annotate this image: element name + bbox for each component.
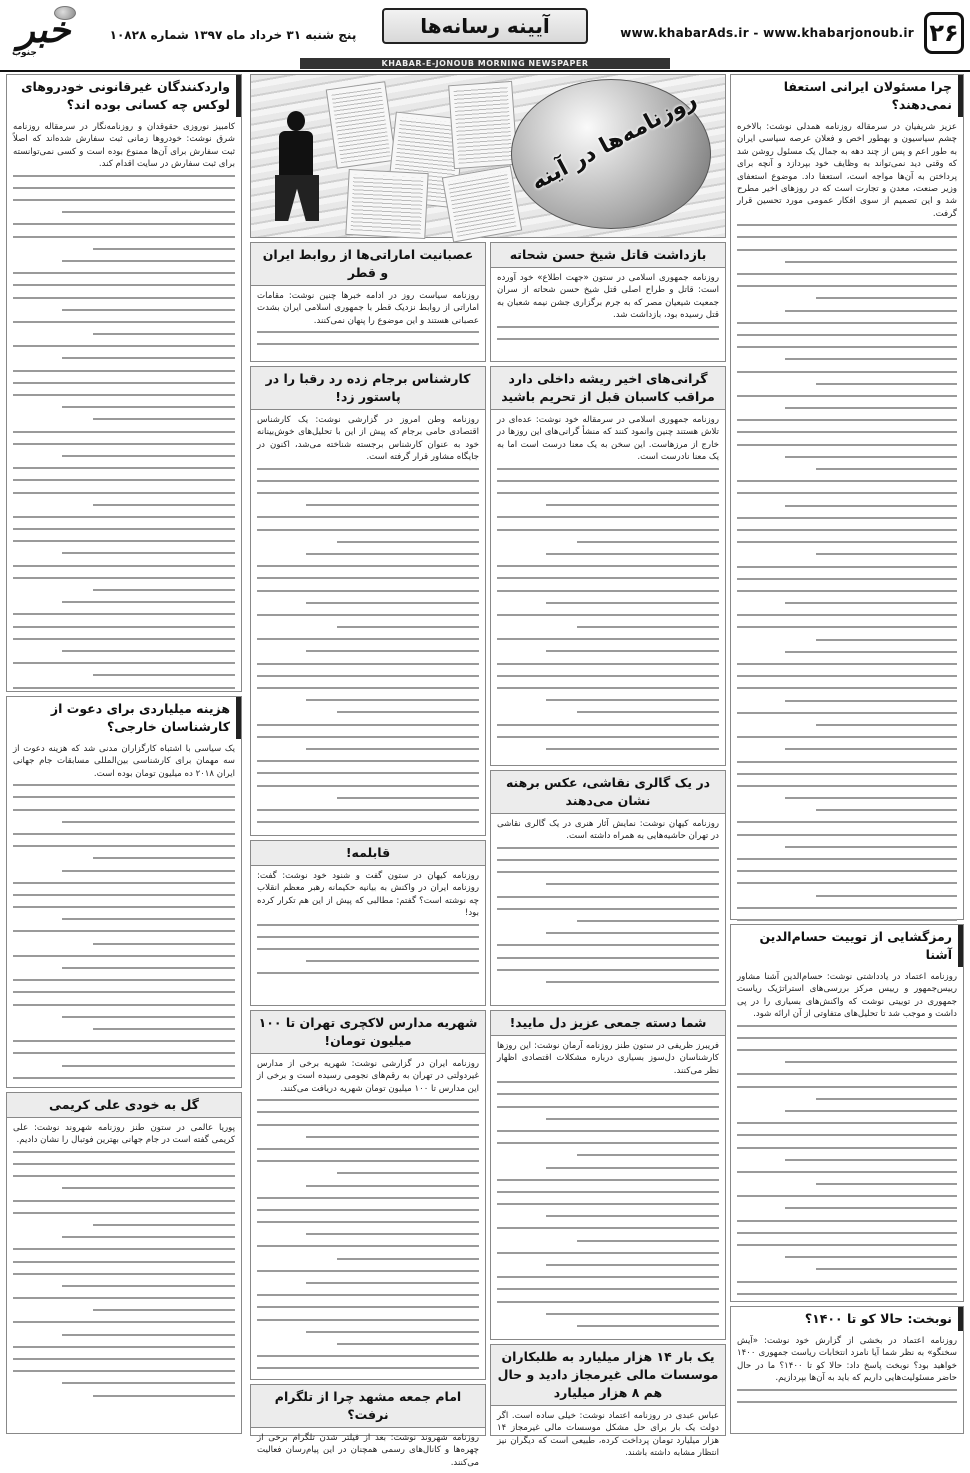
article-body <box>731 1389 963 1417</box>
article-headline: چرا مسئولان ایرانی استعفا نمی‌دهند؟ <box>731 75 963 117</box>
article-luxury-cars <box>6 74 242 692</box>
article-headline: بازداشت قاتل شیخ حسن شحاته <box>491 243 725 268</box>
article-headline: واردکنندگان غیرقانونی خودروهای لوکس چه کسانی بوده اند؟ <box>7 75 241 117</box>
article-body <box>491 847 725 997</box>
article-headline: هزینه میلیاردی برای دعوت از کارشناسان خارجی؟ <box>7 697 241 739</box>
article-body <box>491 468 725 765</box>
article-imam-jomeh <box>250 1384 486 1468</box>
article-lead: روزنامه اعتماد در بخشی از گزارش خود نوشت: «آیش سخنگو» به نظر شما آیا نامزد انتخابات ریاست جمهوری ۱۴۰۰ خواهید بود؟ نوبخت پاسخ داد: حالا کو تا ۱۴۰۰؟ ما در حال حاضر مسئولیت‌هایی داریم که باید به آن‌ها بپردازیم. <box>737 1336 957 1384</box>
article-emirates <box>250 242 486 362</box>
article-body <box>731 224 963 996</box>
article-financial-institutes <box>490 1344 726 1459</box>
newspaper-logo <box>8 6 80 62</box>
site-urls[interactable]: www.khabarAds.ir - www.khabarjonoub.ir <box>620 26 914 40</box>
article-ali-karimi <box>6 1092 242 1434</box>
newspaper-image <box>442 165 522 242</box>
article-lead: عزیز شریفیان در سرمقاله روزنامه همدلی نوشت: بالاخره چشم سیاسیون و بهطور اخص و فعلان عرصه سیاسی ایران به طور اعم و پس از چند دهه به جمال یک مسئول روشن شد که وقتی دید نمی‌تواند به وظایف خود بپردازد و آنچه برای پرداختن به آن‌ها مواجه است، استعفا داد. موضوع استعفای وزیر صنعت، معدن و تجارت است که در روزهای اخیر مطرح شد و این تصمیم از سوی افکار عمومی مورد تحسین قرار گرفت. <box>737 122 957 219</box>
article-headline: در یک گالری نقاشی، عکس برهنه نشان می‌دهند <box>491 771 725 814</box>
article-headline: گرانی‌های اخیر ریشه داخلی دارد مراقب کاسبان قبل از تحریم باشید <box>491 367 725 410</box>
article-lead: یک سیاسی با اشتباه کارگزاران مدنی شد که هزینه دعوت از سه مهمان برای کارشناسی بین‌المللی مسابقات جام جهانی ایران ۲۰۱۸ ده میلیون تومان بوده است. <box>13 744 235 779</box>
article-body <box>251 468 485 838</box>
article-lead: عباس عبدی در روزنامه اعتماد نوشت: خیلی ساده است. اگر دولت یک بار برای حل مشکل موسسات مالی غیرمجاز ۱۴ هزار میلیارد تومان پرداخت کرده، طبیعی است که دیگران نیز انتظار مشابه داشته باشند. <box>497 1411 719 1459</box>
article-headline: کارشناس برجام زده رد رقبا را در پاستور زد! <box>251 367 485 410</box>
article-nobakht <box>730 1306 964 1434</box>
article-shahata <box>490 242 726 362</box>
article-headline: عصبانیت اماراتی‌ها از روابط ایران و قطر <box>251 243 485 286</box>
article-body <box>491 1081 725 1341</box>
article-lead: روزنامه کیهان در ستون گفت و شنود خود نوشت: گفت: روزنامه ایران در واکنش به بیانیه حکیمانه رهبر معظم انقلاب چه نوشته است؟ گفتم: مطالبی که پیش از این هم تکرار کرده بود! <box>257 871 479 919</box>
newspaper-image <box>448 81 518 169</box>
article-school-fees <box>250 1010 486 1380</box>
article-foreign-experts <box>6 696 242 1088</box>
article-body <box>7 1151 241 1411</box>
article-lead: فریبرز ظریفی در ستون طنز روزنامه آرمان نوشت: این روزها کارشناسان دل‌سوز بسیاری درباره مشکلات اقتصادی اظهار نظر می‌کنند. <box>497 1041 719 1076</box>
article-headline: گل به خودی علی کریمی <box>7 1093 241 1118</box>
article-headline: شما دسته جمعی عزیز دل مایید! <box>491 1011 725 1036</box>
logo-word: خبر <box>17 9 71 51</box>
article-lead: روزنامه ایران در گزارشی نوشت: شهریه برخی از مدارس غیردولتی در تهران به رقم‌های نجومی رسیده است و برخی از این مدارس تا ۱۰۰ میلیون تومان شهریه دریافت می‌کنند. <box>257 1059 479 1094</box>
newspaper-image <box>326 81 397 169</box>
article-body <box>251 331 485 359</box>
page-number: ۲۶ <box>924 12 964 54</box>
issue-info: پنج شنبه ۳۱ خرداد ماه ۱۳۹۷ شماره ۱۰۸۲۸ <box>109 28 357 42</box>
article-lead: روزنامه وطن امروز در گزارشی نوشت: یک کارشناس اقتصادی حامی برجام که پیش از این با تحلیل‌های خوش‌بینانه خود به عنوان کارشناس برجسته شناخته می‌شد، اکنون در جایگاه مشاور قرار گرفته است. <box>257 415 479 463</box>
article-azize-del <box>490 1010 726 1340</box>
logo-sub: جنوب <box>12 48 37 58</box>
article-lead: روزنامه سیاست روز در ادامه خبرها چنین نوشت: مقامات اماراتی از روابط نزدیک قطر با جمهوری اسلامی ایران بشدت عصبانی هستند و این موضوع را پنهان نمی‌کنند. <box>257 291 479 326</box>
article-lead: روزنامه شهروند نوشت: بعد از فیلتر شدن تلگرام برخی از چهره‌ها و کانال‌های رسمی همچنان در این پیام‌رسان فعالیت می‌کنند. <box>257 1433 479 1468</box>
article-qablameh <box>250 840 486 1006</box>
hero-collage <box>250 74 726 238</box>
article-lead: روزنامه اعتماد در یادداشتی نوشت: حسام‌الدین آشنا مشاور رییس‌جمهور و رییس مرکز بررسی‌های استراتژیک ریاست جمهوری در توییتی نوشت که واکنش‌های بسیاری را در پی داشت و موجب شد تا تحلیل‌های متفاوتی از آن ارائه شود. <box>737 972 957 1020</box>
article-headline: شهریه مدارس لاکچری تهران تا ۱۰۰ میلیون تومان! <box>251 1011 485 1054</box>
article-lead: پوریا عالمی در ستون طنز روزنامه شهروند نوشت: علی کریمی گفته است در جام جهانی بهترین فوتبال را نشان دادیم. <box>13 1123 235 1146</box>
article-body <box>7 784 241 1093</box>
article-body <box>7 175 241 715</box>
article-headline: یک بار ۱۴ هزار میلیارد به طلبکاران موسسات مالی غیرمجاز دادید و حال هم ۸ هزار میلیارد <box>491 1345 725 1406</box>
masthead <box>0 0 970 70</box>
english-banner: KHABAR-E-JONOUB MORNING NEWSPAPER <box>300 58 670 69</box>
article-lead: روزنامه کیهان نوشت: نمایش آثار هنری در یک گالری نقاشی در تهران حاشیه‌هایی به همراه داشته است. <box>497 819 719 842</box>
article-body <box>731 1025 963 1309</box>
hero-title: روزنامه‌ها در آینه <box>527 87 701 196</box>
article-headline: امام جمعه مشهد چرا از تلگرام نرفت؟ <box>251 1385 485 1428</box>
newspaper-image <box>345 169 428 239</box>
section-title: آیینه رسانه‌ها <box>382 8 588 44</box>
article-ashna-tweet <box>730 924 964 1302</box>
article-headline: قابلمه! <box>251 841 485 866</box>
masthead-rule <box>0 70 970 72</box>
article-gallery <box>490 770 726 1006</box>
article-body <box>251 1099 485 1383</box>
article-headline: رمزگشایی از توییت حسام‌الدین آشنا <box>731 925 963 967</box>
article-lead: روزنامه جمهوری اسلامی در ستون «جهت اطلاع» خود آورده است: قاتل و طراح اصلی قتل شیخ حسن شحاته از سران جمعیت شیعیان مصر که به جرم برگزاری جشن نیمه شعبان به قتل رسیده بود، بازداشت شد. <box>497 273 719 321</box>
article-body <box>251 924 485 989</box>
article-body <box>491 326 725 354</box>
reader-silhouette <box>269 111 323 231</box>
article-headline: نوبخت: حالا کو تا ۱۴۰۰؟ <box>731 1307 963 1331</box>
article-barjam-expert <box>250 366 486 836</box>
article-resignation <box>730 74 964 920</box>
article-inflation <box>490 366 726 766</box>
article-lead: روزنامه جمهوری اسلامی در سرمقاله خود نوشت: عده‌ای در تلاش هستند چنین وانمود کنند که منشأ گرانی‌های این روزها در خارج از مرزهاست. این سخن به یک معنا درست است اما به یک معنا نادرست است. <box>497 415 719 463</box>
article-lead: کامبیز نوروزی حقوقدان و روزنامه‌نگار در سرمقاله روزنامه شرق نوشت: خودروها زمانی ثبت سفارش شده‌اند که اصلاً ثبت سفارش برای آن‌ها ممنوع بوده است و کسی نمی‌توانسته برای ثبت سفارش در سایت اقدام کند. <box>13 122 235 170</box>
